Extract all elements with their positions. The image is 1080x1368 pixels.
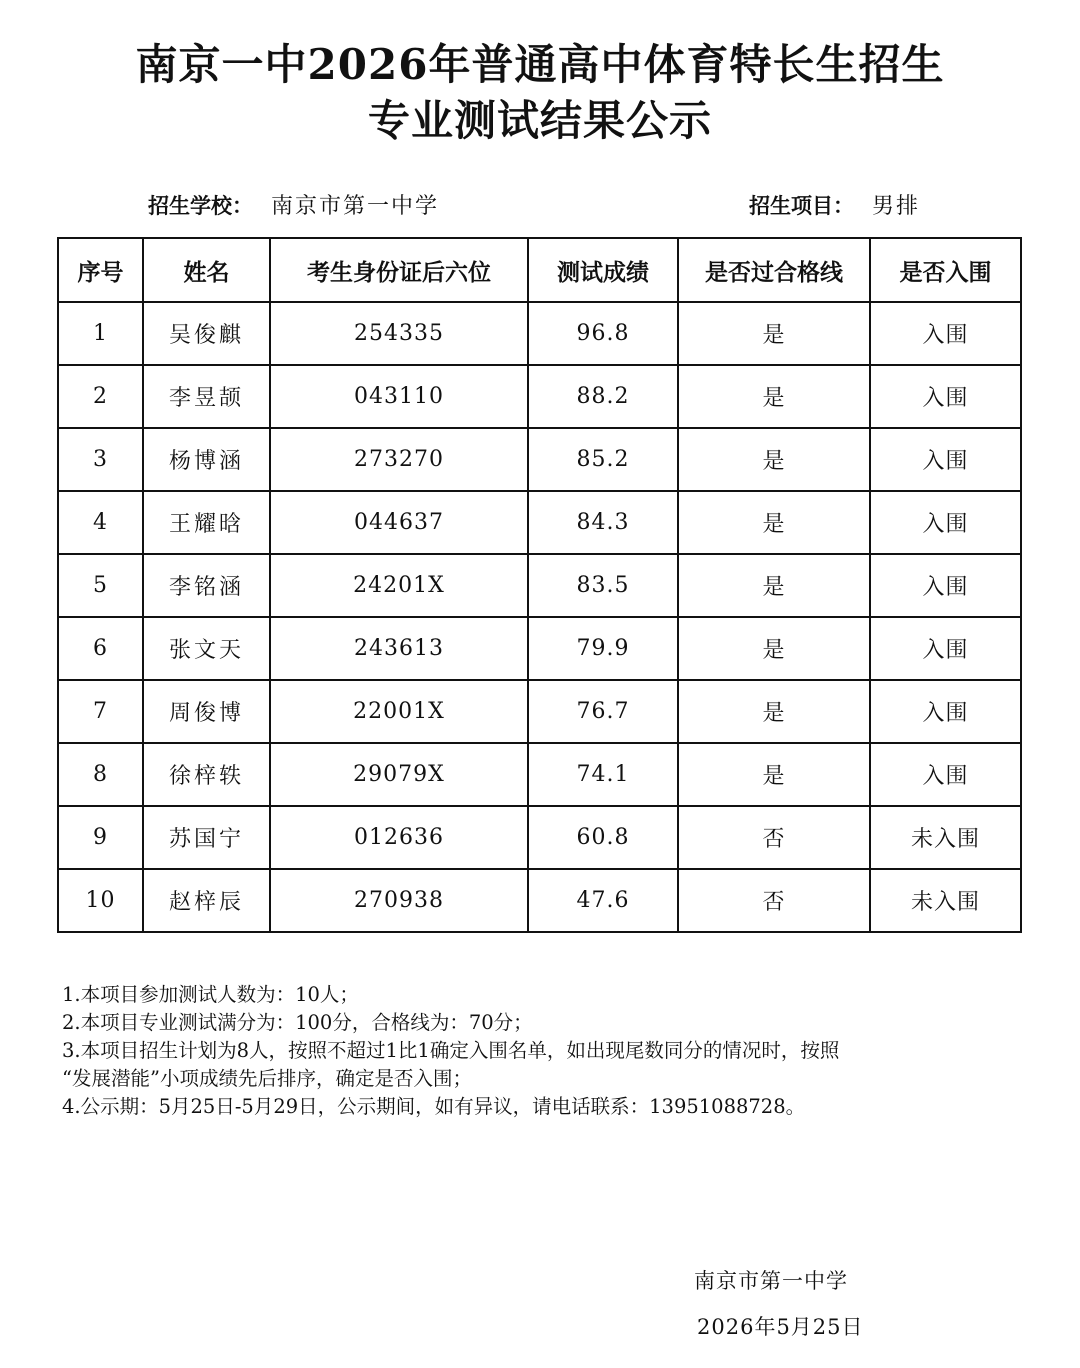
cell-result: 入围: [870, 617, 1021, 680]
cell-id6: 044637: [270, 491, 528, 554]
cell-id6: 012636: [270, 806, 528, 869]
cell-name: 杨博涵: [143, 428, 270, 491]
cell-name: 张文天: [143, 617, 270, 680]
table-row: [58, 869, 1021, 932]
school-value: 南京市第一中学: [271, 194, 440, 219]
table-row: [58, 365, 1021, 428]
cell-name: 周俊博: [143, 680, 270, 743]
table-row: [58, 491, 1021, 554]
cell-result: 入围: [870, 491, 1021, 554]
cell-result: 入围: [870, 554, 1021, 617]
cell-result: 入围: [870, 743, 1021, 806]
page-title-line1: 南京一中2026年普通高中体育特长生招生: [135, 40, 945, 89]
cell-result: 入围: [870, 680, 1021, 743]
cell-id6: 243613: [270, 617, 528, 680]
cell-id6: 22001X: [270, 680, 528, 743]
cell-score: 76.7: [528, 680, 678, 743]
header-no: 序号: [58, 238, 143, 302]
header-score: 测试成绩: [528, 238, 678, 302]
cell-id6: 24201X: [270, 554, 528, 617]
cell-score: 74.1: [528, 743, 678, 806]
cell-result: 未入围: [870, 869, 1021, 932]
note-line: 2.本项目专业测试满分为：100分，合格线为：70分；: [62, 1011, 533, 1034]
project-label: 招生项目：: [749, 194, 854, 218]
school-label: 招生学校：: [148, 194, 253, 218]
table-row: [58, 302, 1021, 365]
cell-no: 7: [58, 680, 143, 743]
results-table: [57, 237, 1022, 933]
note-line: “发展潜能”小项成绩先后排序，确定是否入围；: [62, 1067, 472, 1090]
cell-name: 吴俊麒: [143, 302, 270, 365]
cell-name: 李铭涵: [143, 554, 270, 617]
cell-name: 王耀晗: [143, 491, 270, 554]
table-row: [58, 806, 1021, 869]
cell-name: 徐梓轶: [143, 743, 270, 806]
school-info: [148, 192, 439, 221]
cell-score: 47.6: [528, 869, 678, 932]
cell-id6: 043110: [270, 365, 528, 428]
cell-result: 入围: [870, 428, 1021, 491]
cell-id6: 254335: [270, 302, 528, 365]
table-row: [58, 428, 1021, 491]
header-result: 是否入围: [870, 238, 1021, 302]
signature-date: 2026年5月25日: [697, 1315, 864, 1339]
cell-id6: 273270: [270, 428, 528, 491]
cell-score: 88.2: [528, 365, 678, 428]
cell-no: 4: [58, 491, 143, 554]
cell-result: 未入围: [870, 806, 1021, 869]
cell-no: 3: [58, 428, 143, 491]
table-row: [58, 554, 1021, 617]
cell-score: 60.8: [528, 806, 678, 869]
table-row: [58, 743, 1021, 806]
cell-score: 96.8: [528, 302, 678, 365]
cell-id6: 270938: [270, 869, 528, 932]
cell-name: 赵梓辰: [143, 869, 270, 932]
note-line: 1.本项目参加测试人数为：10人；: [62, 983, 359, 1006]
cell-pass: 否: [678, 869, 870, 932]
header-pass: 是否过合格线: [678, 238, 870, 302]
cell-pass: 是: [678, 554, 870, 617]
cell-no: 2: [58, 365, 143, 428]
signature-org: 南京市第一中学: [694, 1269, 848, 1293]
cell-no: 1: [58, 302, 143, 365]
project-info: [749, 192, 920, 221]
cell-pass: 是: [678, 428, 870, 491]
cell-result: 入围: [870, 302, 1021, 365]
note-line: 3.本项目招生计划为8人，按照不超过1比1确定入围名单，如出现尾数同分的情况时，按照: [62, 1039, 840, 1062]
cell-pass: 是: [678, 743, 870, 806]
cell-name: 李昱颉: [143, 365, 270, 428]
cell-pass: 是: [678, 365, 870, 428]
cell-result: 入围: [870, 365, 1021, 428]
cell-no: 9: [58, 806, 143, 869]
cell-pass: 否: [678, 806, 870, 869]
project-value: 男排: [872, 194, 921, 219]
table-row: [58, 680, 1021, 743]
cell-no: 6: [58, 617, 143, 680]
note-line: 4.公示期：5月25日-5月29日，公示期间，如有异议，请电话联系：13951088728。: [62, 1095, 806, 1118]
header-name: 姓名: [143, 238, 270, 302]
cell-no: 8: [58, 743, 143, 806]
cell-score: 85.2: [528, 428, 678, 491]
cell-name: 苏国宁: [143, 806, 270, 869]
cell-no: 10: [58, 869, 143, 932]
cell-id6: 29079X: [270, 743, 528, 806]
cell-score: 83.5: [528, 554, 678, 617]
cell-score: 84.3: [528, 491, 678, 554]
header-id6: 考生身份证后六位: [270, 238, 528, 302]
cell-pass: 是: [678, 617, 870, 680]
notes-section: [62, 981, 1022, 1121]
table-row: [58, 617, 1021, 680]
cell-score: 79.9: [528, 617, 678, 680]
page-title-line2: 专业测试结果公示: [367, 96, 712, 145]
cell-pass: 是: [678, 491, 870, 554]
cell-pass: 是: [678, 680, 870, 743]
cell-no: 5: [58, 554, 143, 617]
table-header-row: [58, 238, 1021, 302]
cell-pass: 是: [678, 302, 870, 365]
